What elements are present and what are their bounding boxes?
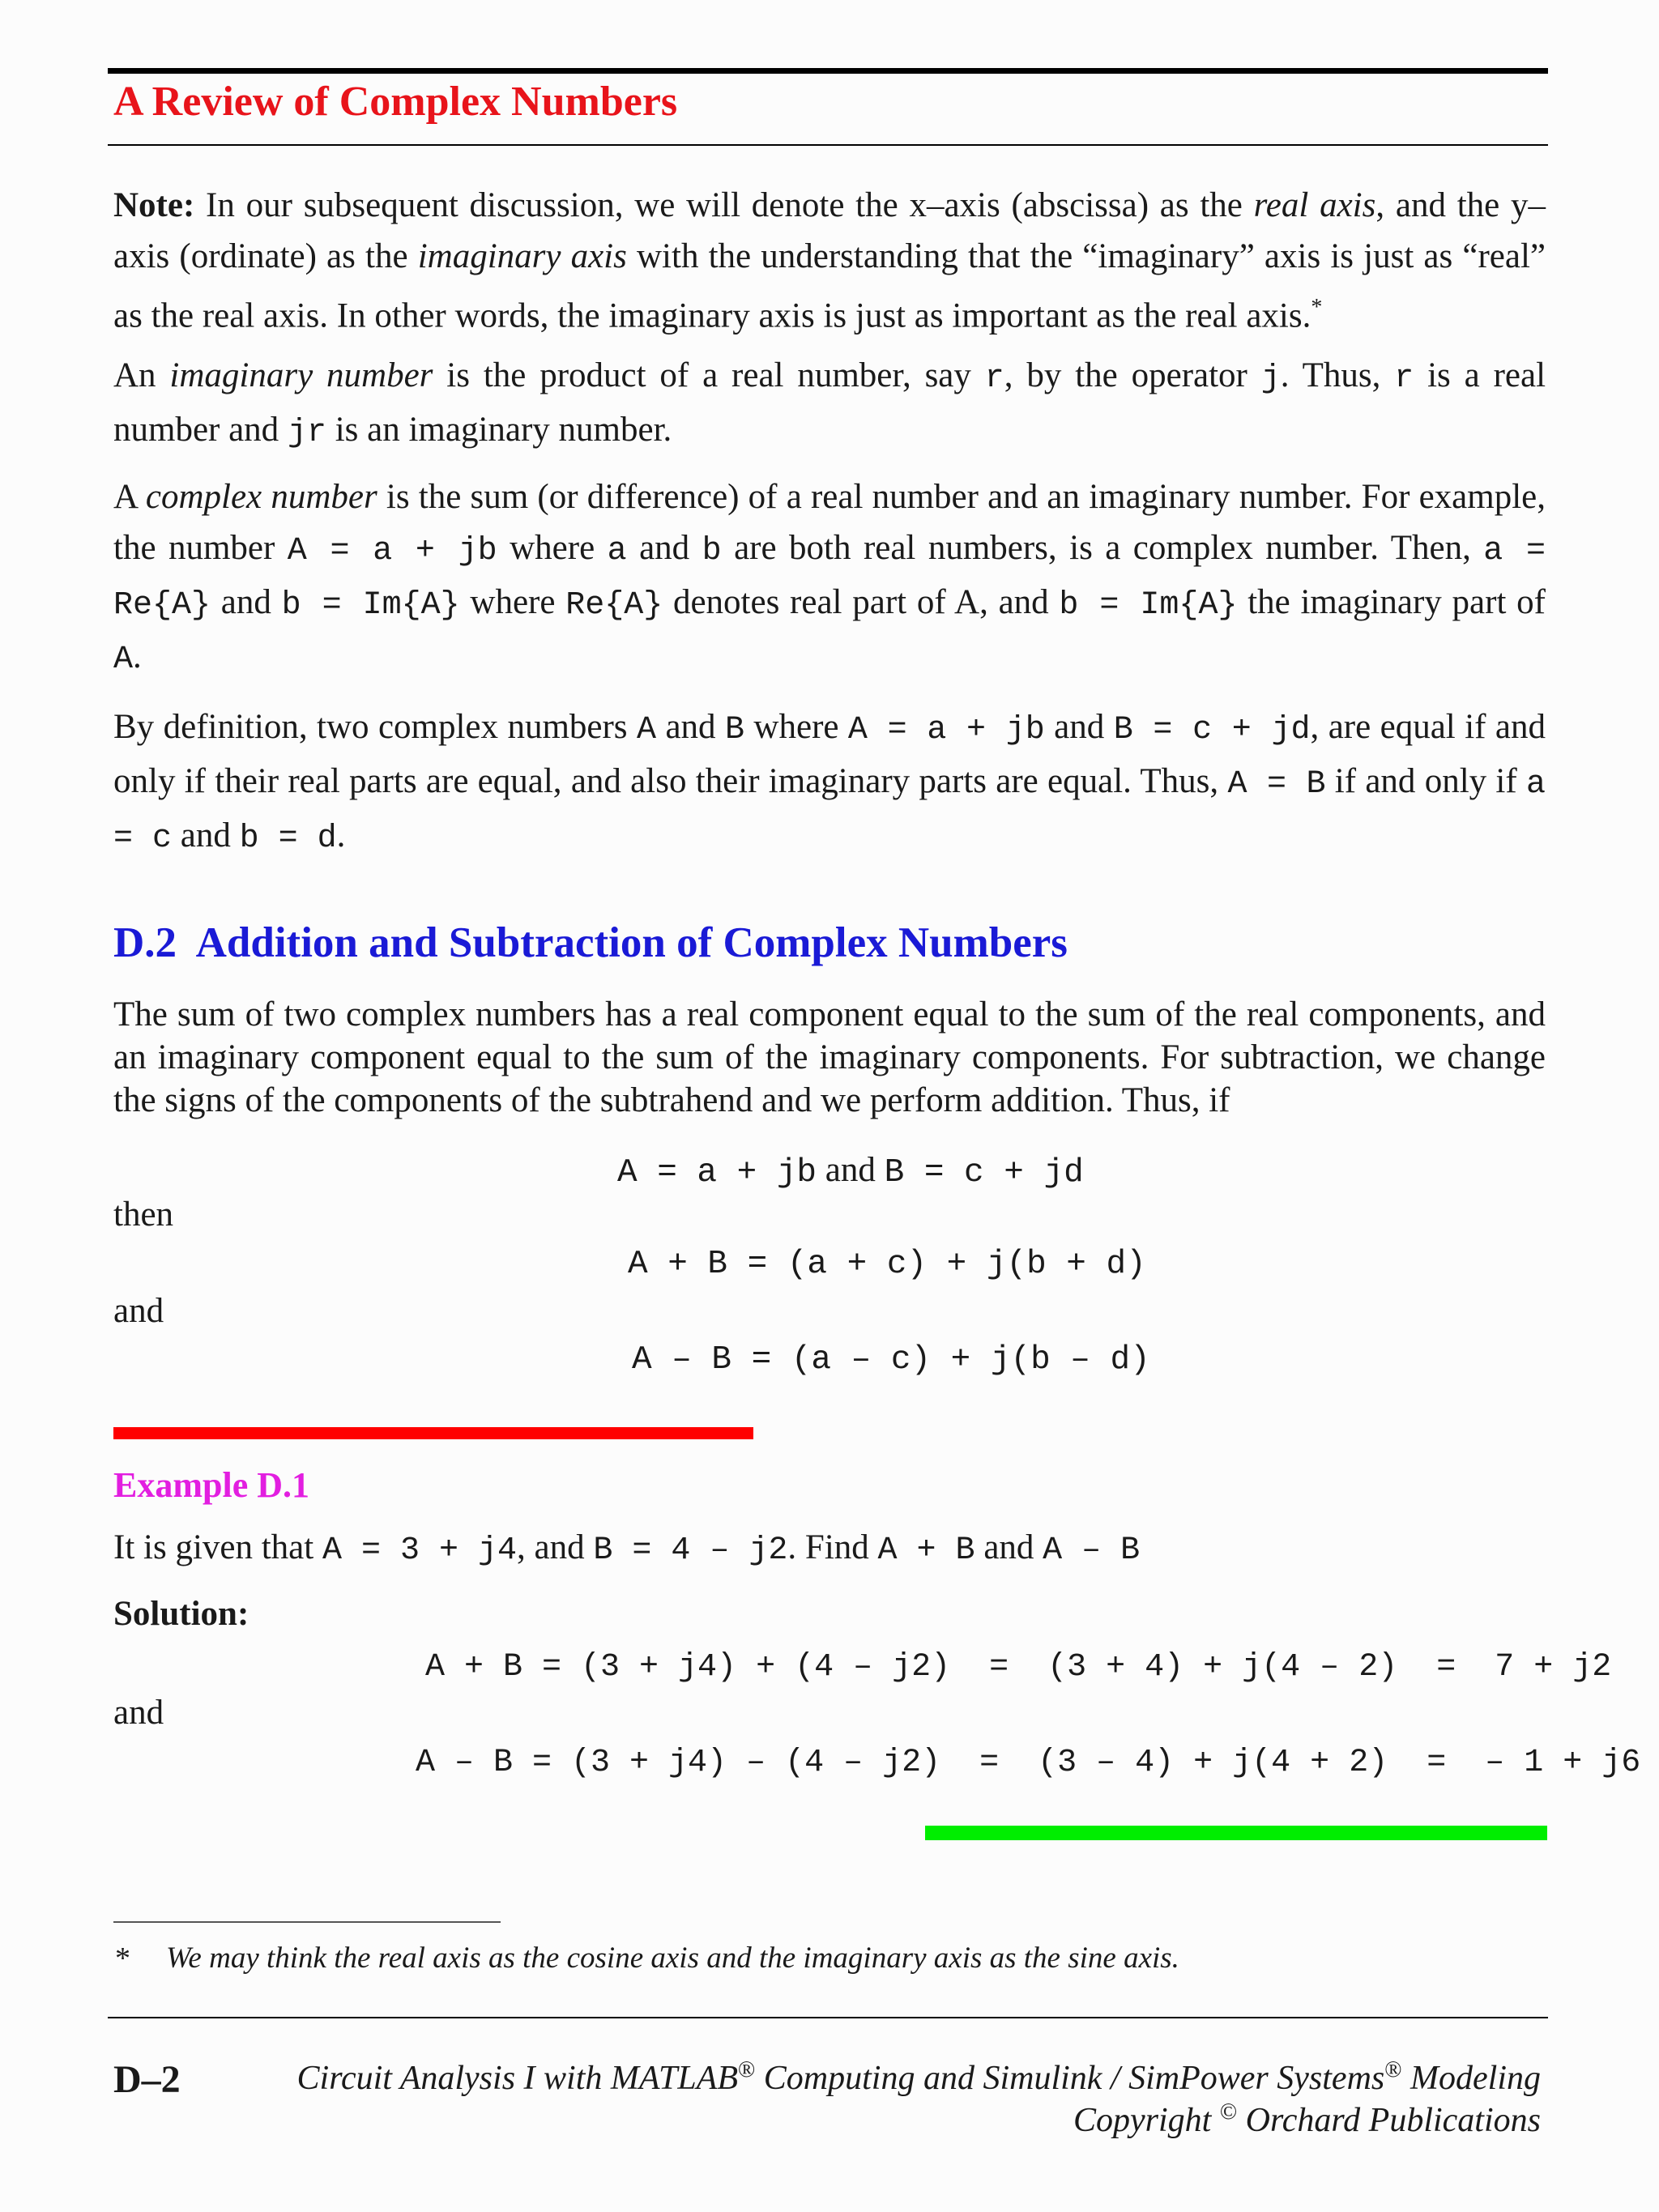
footnote-rule xyxy=(113,1921,501,1923)
imaginary-number-paragraph: An imaginary number is the product of a real number, say r, by the operator j. Thus, r is a real number and jr is an imaginary number. xyxy=(113,356,1546,451)
footnote-text: We may think the real axis as the cosine axis and the imaginary axis as the sine axis. xyxy=(166,1941,1179,1975)
section-heading: D.2 Addition and Subtraction of Complex Numbers xyxy=(113,919,1068,966)
note-paragraph: Note: In our subsequent discussion, we will denote the x–axis (abscissa) as the real axis, and the y–axis (ordinate) as the imaginary axis with the understanding that the “imaginary” axis is just as “real” as the real axis. In other words, the imaginary axis is just as important as the real axis.* xyxy=(113,186,1546,335)
example-title: Example D.1 xyxy=(113,1465,309,1505)
term-complex-number: complex number xyxy=(145,478,377,516)
example-equation-sum: A + B = (3 + j4) + (4 – j2) = (3 + 4) + j(4 – 2) = 7 + j2 xyxy=(425,1649,1612,1686)
page-number: D–2 xyxy=(113,2058,181,2101)
equation-sum: A + B = (a + c) + j(b + d) xyxy=(628,1246,1146,1283)
example-equation-difference: A – B = (3 + j4) – (4 – j2) = (3 – 4) + j(4 + 2) = – 1 + j6 xyxy=(416,1745,1641,1781)
example-statement: It is given that A = 3 + j4, and B = 4 – j2. Find A + B and A – B xyxy=(113,1528,1141,1569)
footnote-ref: * xyxy=(1311,295,1323,320)
term-imaginary-number: imaginary number xyxy=(169,356,433,394)
page-header-title: A Review of Complex Numbers xyxy=(113,79,678,125)
note-label: Note: xyxy=(113,186,195,224)
example-start-bar xyxy=(113,1427,753,1439)
complex-number-paragraph: A complex number is the sum (or difference) of a real number and an imaginary number. For example, the number A = a + jb where a and b are both real numbers, is a complex number. Then, a = Re{A} and b = Im{A} where Re{A} denotes real part of A, and b = Im{A} the imaginary part of A. xyxy=(113,478,1546,678)
footer-book-title: Circuit Analysis I with MATLAB® Computing and Simulink / SimPower Systems® Modeling xyxy=(296,2057,1541,2097)
top-rule xyxy=(108,68,1548,74)
then-label: then xyxy=(113,1196,174,1234)
term-real-axis: real axis xyxy=(1253,186,1376,224)
solution-label: Solution: xyxy=(113,1595,249,1633)
sum-paragraph: The sum of two complex numbers has a real component equal to the sum of the real components, and an imaginary component equal to the sum of the imaginary components. For subtraction, we change the signs of the components of the subtrahend and we perform addition. Thus, if xyxy=(113,995,1546,1119)
equation-definitions: A = a + jb and B = c + jd xyxy=(617,1151,1084,1191)
and-label: and xyxy=(113,1292,164,1330)
example-end-bar xyxy=(925,1826,1547,1840)
footer-rule xyxy=(108,2017,1548,2018)
equation-difference: A – B = (a – c) + j(b – d) xyxy=(632,1341,1150,1379)
header-rule xyxy=(108,144,1548,146)
footer-copyright: Copyright © Orchard Publications xyxy=(1073,2099,1541,2139)
definition-paragraph: By definition, two complex numbers A and B where A = a + jb and B = c + jd, are equal if and only if their real parts are equal, and also their imaginary parts are equal. Thus, A = B if and only if a = c and b = d. xyxy=(113,708,1546,857)
term-imaginary-axis: imaginary axis xyxy=(417,237,627,275)
example-and-label: and xyxy=(113,1694,164,1732)
footnote-mark: * xyxy=(115,1941,130,1975)
